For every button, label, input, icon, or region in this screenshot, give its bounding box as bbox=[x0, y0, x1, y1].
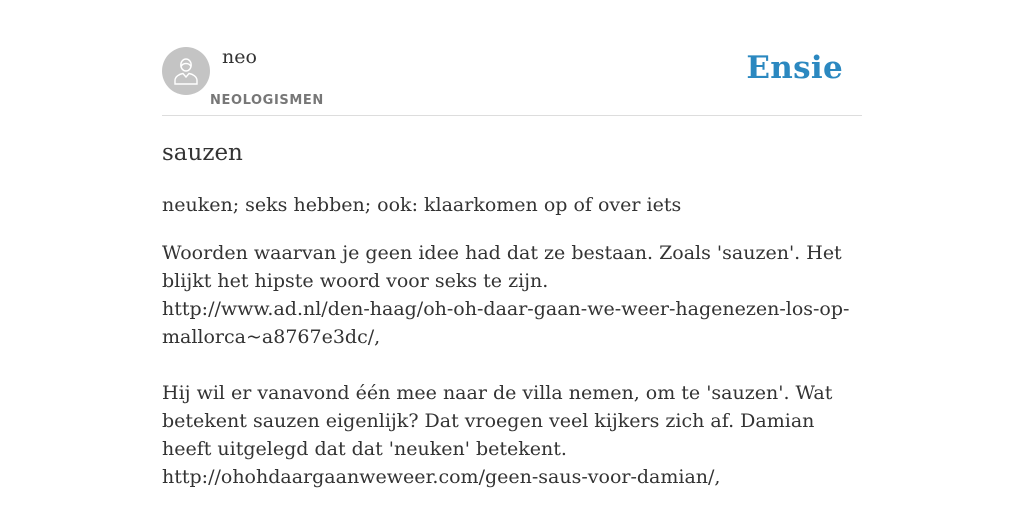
entry-word: sauzen bbox=[162, 140, 243, 166]
author-name[interactable]: neo bbox=[222, 46, 257, 68]
site-logo[interactable]: Ensie bbox=[746, 50, 843, 86]
category-link[interactable]: NEOLOGISMEN bbox=[210, 93, 324, 108]
entry-definition: neuken; seks hebben; ook: klaarkomen op of over iets bbox=[162, 194, 682, 216]
example-sentence: Woorden waarvan je geen idee had dat ze bestaan. Zoals 'sauzen'. Het blijkt het hipste woord voor seks te zijn. bbox=[162, 242, 842, 292]
page bbox=[162, 0, 862, 488]
example-source-link[interactable]: http://www.ad.nl/den-haag/oh-oh-daar-gaan-we-weer-hagenezen-los-op-mallorca~a8767e3dc/, bbox=[162, 298, 850, 348]
user-silhouette-icon bbox=[172, 56, 200, 86]
entry-example bbox=[162, 239, 862, 491]
example-spacer bbox=[162, 351, 862, 379]
avatar[interactable] bbox=[162, 47, 210, 95]
example-source-link[interactable]: http://ohohdaargaanweweer.com/geen-saus-voor-damian/, bbox=[162, 466, 721, 488]
example-sentence: Hij wil er vanavond één mee naar de villa nemen, om te 'sauzen'. Wat betekent sauzen eigenlijk? Dat vroegen veel kijkers zich af. Damian heeft uitgelegd dat dat 'neuken' betekent. bbox=[162, 382, 833, 460]
header bbox=[162, 0, 862, 116]
